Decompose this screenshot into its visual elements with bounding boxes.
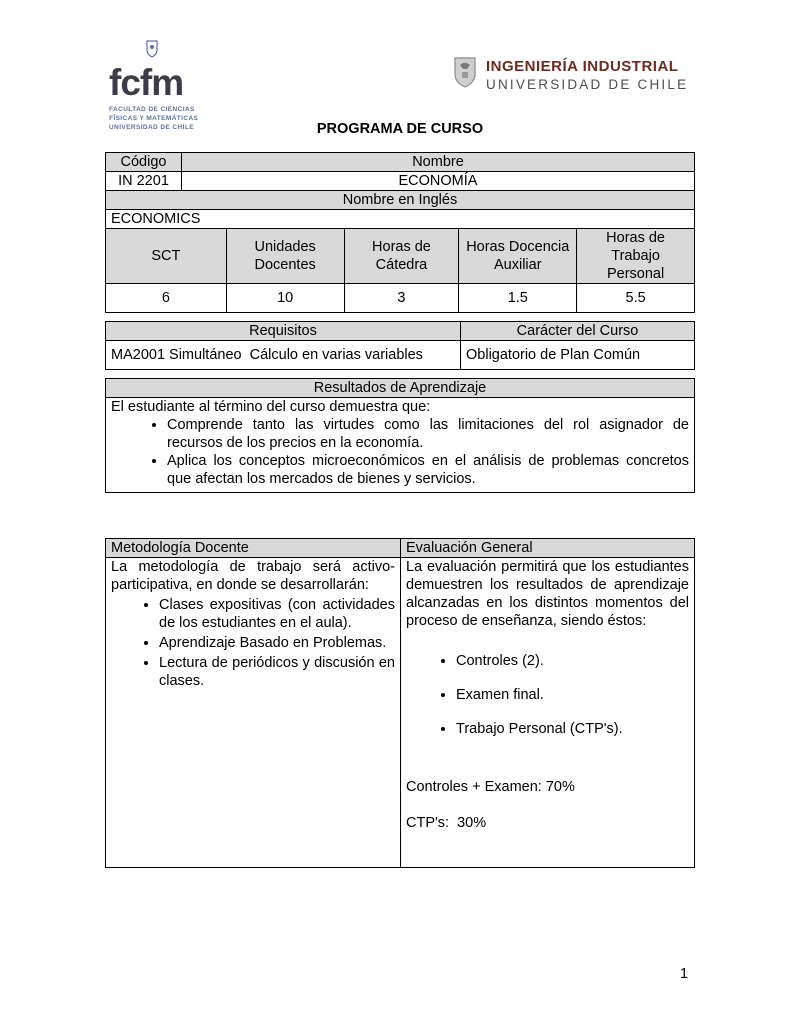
page-number: 1 (680, 966, 689, 982)
caracter-value-cell: Obligatorio de Plan Común (461, 341, 695, 370)
metrics-header-unidades-docentes: Unidades Docentes (226, 229, 344, 284)
industrial-logo-line2: UNIVERSIDAD DE CHILE (486, 76, 689, 92)
evaluacion-body-cell (401, 558, 695, 868)
uchile-shield-icon (453, 56, 477, 93)
fcfm-wordmark: fcfm (109, 62, 184, 103)
metrics-value-unidades-docentes: 10 (226, 284, 344, 313)
metrics-value-horas-catedra: 3 (344, 284, 459, 313)
nombre-header-cell: Nombre (182, 153, 695, 172)
metrics-header-sct: SCT (106, 229, 227, 284)
industrial-logo-line1: INGENIERÍA INDUSTRIAL (486, 57, 679, 75)
fcfm-subtext-line3: UNIVERSIDAD DE CHILE (109, 124, 194, 132)
course-code-table (105, 152, 695, 229)
resultados-bullet-2: • Aplica los conceptos microeconómicos en el análisis de problemas concretos que afectan los mercados de bienes y servicios. (167, 452, 689, 488)
resultados-body-cell (106, 398, 695, 493)
fcfm-subtext-line2: FÍSICAS Y MATEMÁTICAS (109, 115, 199, 123)
nombre-value-cell: ECONOMÍA (182, 172, 695, 191)
fcfm-subtext-line1: FACULTAD DE CIENCIAS (109, 106, 195, 113)
metrics-header-horas-catedra: Horas de Cátedra (344, 229, 459, 284)
resultados-header-cell: Resultados de Aprendizaje (106, 379, 695, 398)
evaluacion-summary-ctps: CTP's: 30% (406, 815, 487, 831)
page-title: PROGRAMA DE CURSO (316, 121, 484, 137)
metodologia-bullet-1: • Clases expositivas (con actividades de los estudiantes en el aula). (159, 596, 395, 632)
metodologia-intro: La metodología de trabajo será activo-participativa, en donde se desarrollarán: (111, 559, 395, 593)
codigo-value-cell: IN 2201 (106, 172, 182, 191)
fcfm-logo (109, 40, 239, 132)
nombre-ingles-value-cell: ECONOMICS (106, 210, 695, 229)
evaluacion-bullet-list (406, 652, 689, 738)
resultados-intro: El estudiante al término del curso demuestra que: (111, 399, 431, 415)
page-header (105, 0, 695, 152)
metrics-value-sct: 6 (106, 284, 227, 313)
evaluacion-bullet-3: • Trabajo Personal (CTP's). (456, 720, 689, 738)
metodologia-evaluacion-table (105, 538, 695, 868)
metodologia-header-cell: Metodología Docente (106, 539, 401, 558)
evaluacion-summary-controles: Controles + Examen: 70% (406, 779, 575, 795)
resultados-table (105, 378, 695, 493)
document-body (105, 0, 695, 868)
industrial-logo-text (486, 58, 688, 92)
metodologia-body-cell (106, 558, 401, 868)
evaluacion-intro: La evaluación permitirá que los estudiantes demuestren los resultados de aprendizaje alcanzadas en los distintos momentos del proceso de enseñanza, siendo éstos: (406, 559, 689, 629)
nombre-ingles-header-cell: Nombre en Inglés (106, 191, 695, 210)
resultados-bullet-1: • Comprende tanto las virtudes como las limitaciones del rol asignador de recursos de los precios en la economía. (167, 416, 689, 452)
evaluacion-header-cell: Evaluación General (401, 539, 695, 558)
industrial-logo (453, 56, 688, 93)
evaluacion-bullet-1: • Controles (2). (456, 652, 689, 670)
codigo-header-cell: Código (106, 153, 182, 172)
requisitos-value-cell: MA2001 Simultáneo Cálculo en varias variables (106, 341, 461, 370)
evaluacion-bullet-2: • Examen final. (456, 686, 689, 704)
metrics-value-horas-docencia-auxiliar: 1.5 (459, 284, 577, 313)
metodologia-bullet-3: • Lectura de periódicos y discusión en clases. (159, 654, 395, 690)
metodologia-bullet-list (111, 596, 395, 690)
caracter-header-cell: Carácter del Curso (461, 322, 695, 341)
requisitos-table (105, 321, 695, 370)
requisitos-header-cell: Requisitos (106, 322, 461, 341)
metodologia-bullet-2: • Aprendizaje Basado en Problemas. (159, 634, 395, 652)
resultados-bullet-list (111, 416, 689, 488)
course-metrics-table (105, 228, 695, 313)
metrics-header-horas-trabajo-personal: Horas de Trabajo Personal (577, 229, 695, 284)
metrics-value-horas-trabajo-personal: 5.5 (577, 284, 695, 313)
fcfm-crest-icon (145, 40, 239, 62)
metrics-header-horas-docencia-auxiliar: Horas Docencia Auxiliar (459, 229, 577, 284)
